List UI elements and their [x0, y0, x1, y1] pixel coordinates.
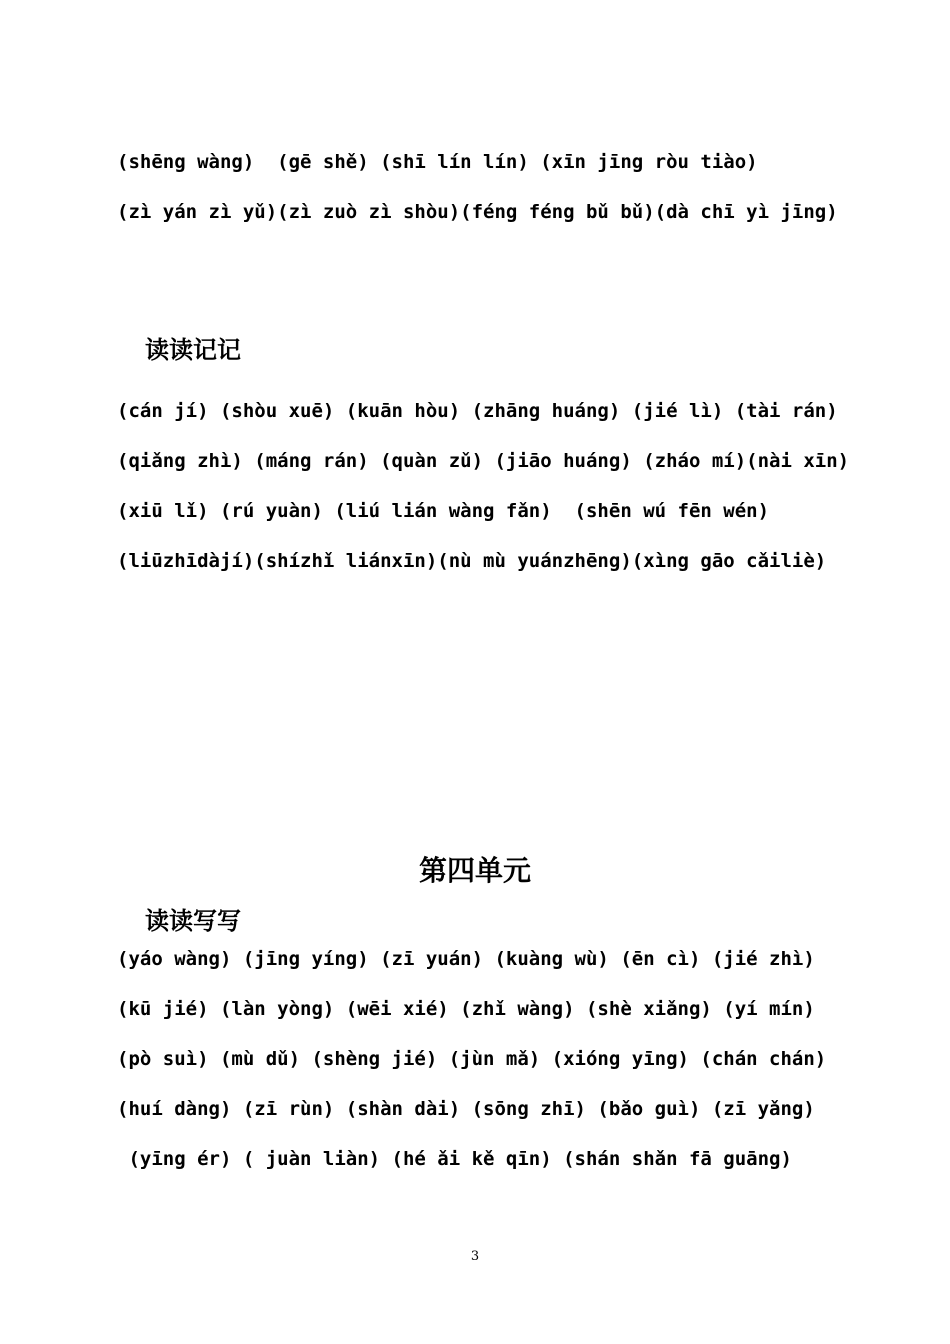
pinyin-line: (shēng wàng) (gē shě) (shī lín lín) (xīn jīng ròu tiào) [117, 151, 758, 173]
pinyin-line: (kū jié) (làn yòng) (wēi xié) (zhǐ wàng) (shè xiǎng) (yí mín) [117, 998, 815, 1020]
pinyin-line: (qiǎng zhì) (máng rán) (quàn zǔ) (jiāo huáng) (zháo mí)(nài xīn) [117, 450, 850, 472]
pinyin-line: (xiū lǐ) (rú yuàn) (liú lián wàng fǎn) (shēn wú fēn wén) [117, 500, 770, 522]
section-heading-dudu-xiexie: 读读写写 [145, 907, 241, 935]
pinyin-line: (yīng ér) ( juàn liàn) (hé ǎi kě qīn) (shán shǎn fā guāng) [117, 1148, 792, 1170]
pinyin-line: (zì yán zì yǔ)(zì zuò zì shòu)(féng féng bǔ bǔ)(dà chī yì jīng) [117, 201, 838, 223]
pinyin-line: (pò suì) (mù dǔ) (shèng jié) (jùn mǎ) (xióng yīng) (chán chán) [117, 1048, 827, 1070]
page-number: 3 [470, 1249, 480, 1264]
pinyin-line: (huí dàng) (zī rùn) (shàn dài) (sōng zhī) (bǎo guì) (zī yǎng) [117, 1098, 815, 1120]
section-heading-dudu-jiji: 读读记记 [145, 336, 241, 364]
pinyin-line: (cán jí) (shòu xuē) (kuān hòu) (zhāng huáng) (jié lì) (tài rán) [117, 400, 838, 422]
pinyin-line: (yáo wàng) (jīng yíng) (zī yuán) (kuàng wù) (ēn cì) (jié zhì) [117, 948, 815, 970]
unit-title: 第四单元 [418, 854, 531, 887]
pinyin-wrapped-line: (liūzhīdàjí)(shízhǐ liánxīn)(nù mù yuánzhēng)(xìng gāo cǎiliè) [117, 550, 827, 572]
